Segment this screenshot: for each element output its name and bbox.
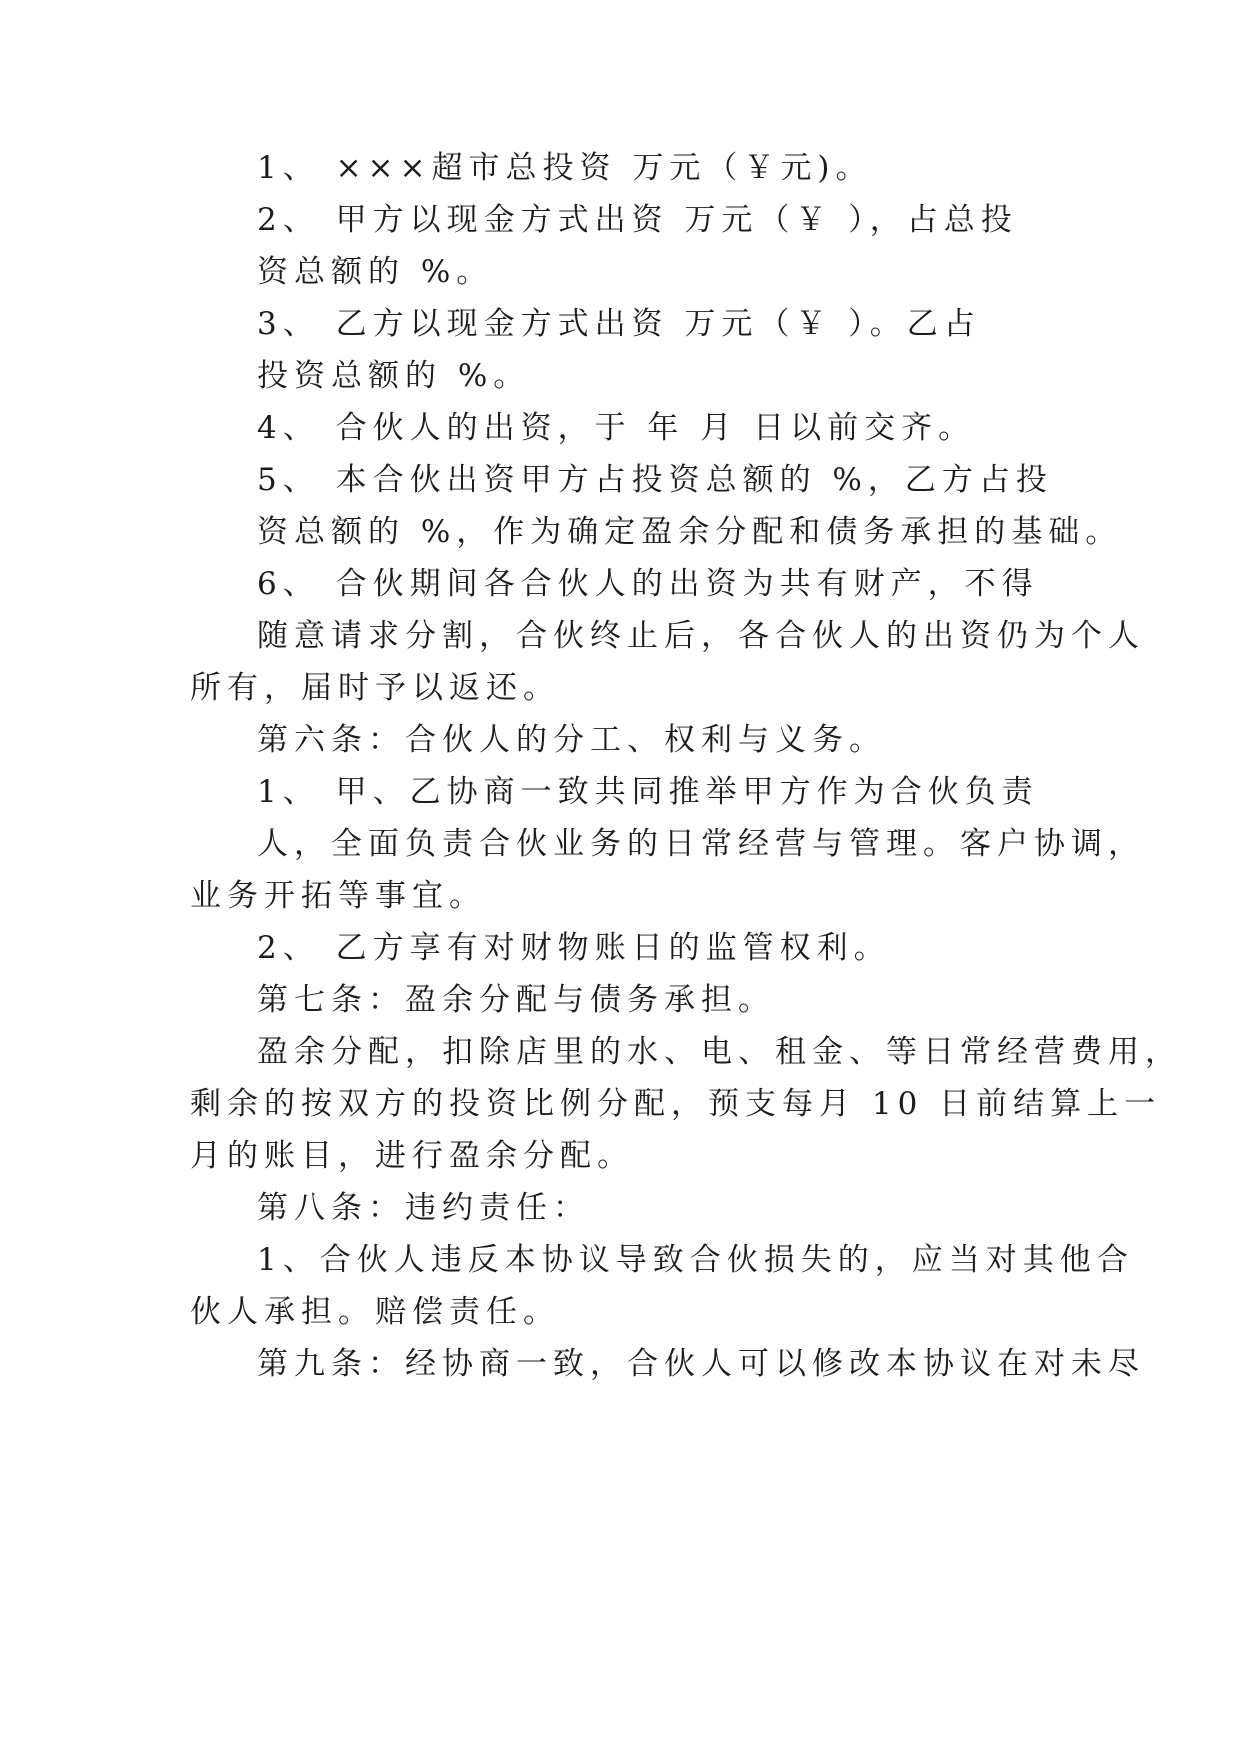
text-line: 资总额的 %。: [257, 254, 494, 290]
text-line: 5、 本合伙出资甲方占投资总额的 %，乙方占投: [257, 462, 1053, 498]
text-line: 月的账目，进行盈余分配。: [190, 1138, 634, 1174]
text-line: 投资总额的 %。: [257, 358, 531, 394]
text-line: 第九条：经协商一致，合伙人可以修改本协议在对未尽: [257, 1346, 1145, 1382]
text-line: 随意请求分割，合伙终止后，各合伙人的出资仍为个人: [257, 618, 1145, 654]
text-line: 伙人承担。赔偿责任。: [190, 1294, 560, 1330]
text-line: 6、 合伙期间各合伙人的出资为共有财产，不得: [257, 566, 1039, 602]
text-line: 第七条：盈余分配与债务承担。: [257, 982, 775, 1018]
text-line: 所有，届时予以返还。: [190, 670, 560, 706]
text-line: 2、 乙方享有对财物账日的监管权利。: [257, 930, 891, 966]
text-line: 资总额的 %，作为确定盈余分配和债务承担的基础。: [257, 514, 1123, 550]
text-line: 1、 ×××超市总投资 万元（￥元)。: [257, 150, 873, 186]
text-line: 人，全面负责合伙业务的日常经营与管理。客户协调，: [257, 826, 1145, 862]
text-line: 第六条：合伙人的分工、权利与义务。: [257, 722, 886, 758]
text-line: 业务开拓等事宜。: [190, 878, 486, 914]
text-line: 剩余的按双方的投资比例分配，预支每月 10 日前结算上一: [190, 1086, 1162, 1122]
text-line: 第八条：违约责任：: [257, 1190, 590, 1226]
text-line: 2、 甲方以现金方式出资 万元（￥ ），占总投: [257, 202, 1018, 238]
text-line: 1、合伙人违反本协议导致合伙损失的，应当对其他合: [257, 1242, 1134, 1278]
text-line: 盈余分配，扣除店里的水、电、租金、等日常经营费用，: [257, 1034, 1182, 1070]
text-line: 4、 合伙人的出资，于 年 月 日以前交齐。: [257, 410, 976, 446]
text-line: 1、 甲、乙协商一致共同推举甲方作为合伙负责: [257, 774, 1039, 810]
text-line: 3、 乙方以现金方式出资 万元（￥ ）。乙占: [257, 306, 981, 342]
